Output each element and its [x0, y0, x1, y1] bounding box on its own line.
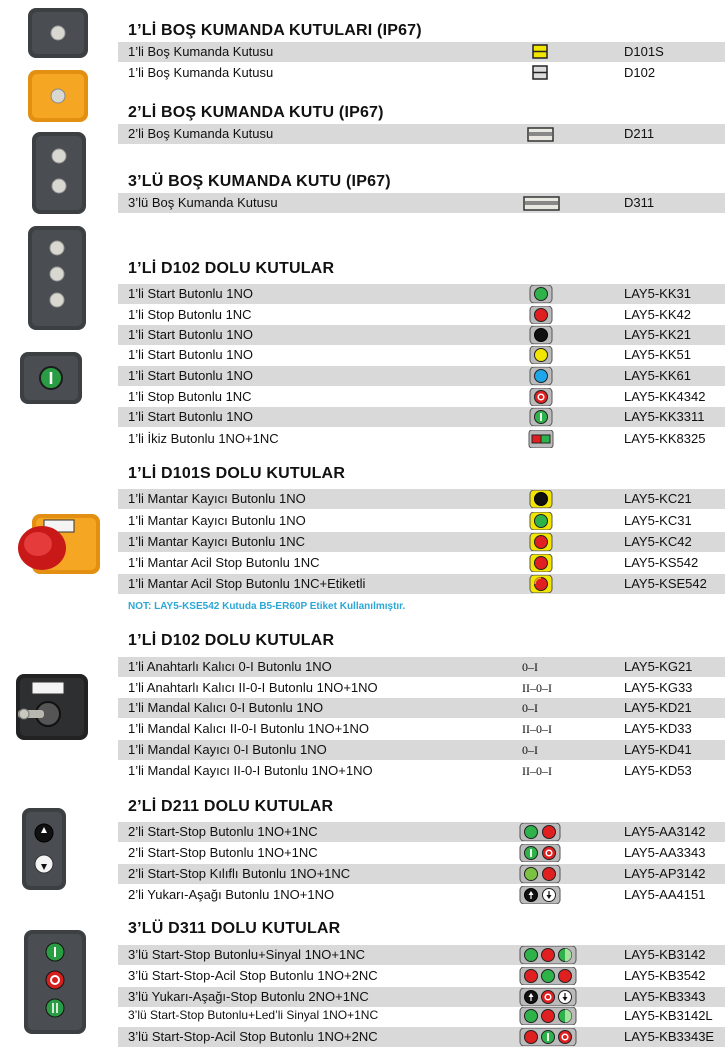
row-code: D311: [624, 195, 655, 210]
row-code: LAY5-KK4342: [624, 389, 706, 404]
black-mushroom-icon: [518, 490, 582, 508]
row-code: LAY5-KK8325: [624, 431, 706, 446]
row-code: LAY5-KB3142L: [624, 1008, 713, 1023]
row-description: 1’li Mantar Kayıcı Butonlu 1NO: [128, 491, 306, 506]
row-description: 2’li Boş Kumanda Kutusu: [128, 126, 274, 141]
green-button-icon: [518, 285, 582, 303]
row-code: LAY5-KB3542: [624, 968, 706, 983]
row-description: 1’li Mandal Kalıcı 0-I Butonlu 1NO: [128, 700, 324, 715]
empty-gray-box-photo: [26, 6, 90, 60]
row-description: 1’li Boş Kumanda Kutusu: [128, 65, 274, 80]
row-description: 1’li Anahtarlı Kalıcı 0-I Butonlu 1NO: [128, 659, 332, 674]
section-title-empty-triple: 3’LÜ BOŞ KUMANDA KUTU (IP67): [128, 173, 391, 190]
up-down-pair-icon: [518, 886, 582, 904]
table-row: [118, 429, 725, 449]
red-button-icon: [518, 306, 582, 324]
double-button-box-photo: [20, 806, 68, 892]
red-o-button-icon: [518, 388, 582, 406]
table-row: [118, 63, 725, 83]
row-code: LAY5-KSE542: [624, 576, 707, 591]
section-title-empty-double: 2’Lİ BOŞ KUMANDA KUTU (IP67): [128, 104, 384, 121]
row-code: LAY5-KD53: [624, 763, 692, 778]
table-row: [118, 1027, 725, 1047]
table-row: [118, 678, 725, 698]
section-title-d102-key: 1’Lİ D102 DOLU KUTULAR: [128, 632, 335, 649]
row-code: LAY5-KK21: [624, 327, 691, 342]
triple-updown-icon: [518, 988, 582, 1006]
yellow-box-icon: [518, 43, 582, 61]
row-description: 1’li Boş Kumanda Kutusu: [128, 44, 274, 59]
row-code: LAY5-KB3142: [624, 947, 706, 962]
section-title-d211-filled: 2’Lİ D211 DOLU KUTULAR: [128, 798, 334, 815]
blue-button-icon: [518, 367, 582, 385]
table-row: [118, 489, 725, 509]
row-description: 1’li İkiz Butonlu 1NO+1NC: [128, 431, 279, 446]
emergency-stop-icon: [518, 575, 582, 593]
key-switch-box-photo: [14, 672, 90, 742]
section-title-empty-single: 1’Lİ BOŞ KUMANDA KUTULARI (IP67): [128, 22, 422, 39]
table-row: [118, 657, 725, 677]
black-button-icon: [518, 326, 582, 344]
table-row: [118, 574, 725, 594]
switch-position-symbol: 0–I: [522, 743, 538, 757]
empty-yellow-box-photo: [26, 68, 90, 124]
row-code: LAY5-AA4151: [624, 887, 706, 902]
row-description: 1’li Start Butonlu 1NO: [128, 409, 254, 424]
row-code: LAY5-KG21: [624, 659, 693, 674]
yellow-button-icon: [518, 346, 582, 364]
row-description: 1’li Mandal Kayıcı 0-I Butonlu 1NO: [128, 742, 327, 757]
table-row: [118, 407, 725, 427]
row-code: LAY5-AA3343: [624, 845, 706, 860]
row-code: D102: [624, 65, 656, 80]
row-description: 3’lü Start-Stop-Acil Stop Butonlu 1NO+2NC: [128, 968, 378, 983]
section-title-d311-filled: 3’LÜ D311 DOLU KUTULAR: [128, 920, 341, 937]
switch-position-symbol: II–0–I: [522, 681, 552, 695]
row-code: LAY5-KB3343: [624, 989, 706, 1004]
row-description: 1’li Stop Butonlu 1NC: [128, 307, 252, 322]
row-description: 3’lü Start-Stop Butonlu+Led’li Sinyal 1NO+1NC: [128, 1008, 379, 1022]
row-description: 3’lü Start-Stop-Acil Stop Butonlu 1NO+2NC: [128, 1029, 378, 1044]
red-mushroom-icon: [518, 554, 582, 572]
row-code: LAY5-KC31: [624, 513, 692, 528]
triple-signal-icon: [518, 946, 582, 964]
row-code: LAY5-KD21: [624, 700, 692, 715]
row-description: 1’li Mantar Kayıcı Butonlu 1NO: [128, 513, 306, 528]
table-row: [118, 387, 725, 407]
row-code: LAY5-AP3142: [624, 866, 706, 881]
row-code: LAY5-KK42: [624, 307, 691, 322]
switch-position-symbol: 0–I: [522, 701, 538, 715]
row-description: 1’li Start Butonlu 1NO: [128, 347, 254, 362]
table-row: [118, 864, 725, 884]
table-row: [118, 822, 725, 842]
table-row: [118, 553, 725, 573]
row-description: 1’li Mantar Kayıcı Butonlu 1NC: [128, 534, 306, 549]
row-description: 1’li Stop Butonlu 1NC: [128, 389, 252, 404]
row-description: 2’li Start-Stop Butonlu 1NO+1NC: [128, 824, 318, 839]
table-row: [118, 966, 725, 986]
empty-double-box-photo: [30, 130, 88, 216]
green-mushroom-icon: [518, 512, 582, 530]
row-code: LAY5-KK31: [624, 286, 691, 301]
row-code: LAY5-KC42: [624, 534, 692, 549]
triple-emergency-io-icon: [518, 1028, 582, 1046]
row-code: LAY5-KK3311: [624, 409, 705, 424]
table-row: [118, 945, 725, 965]
row-description: 2’li Yukarı-Aşağı Butonlu 1NO+1NO: [128, 887, 335, 902]
green-i-button-icon: [518, 408, 582, 426]
row-code: LAY5-KC21: [624, 491, 692, 506]
gray-box-icon: [518, 194, 582, 212]
switch-position-symbol: II–0–I: [522, 764, 552, 778]
row-description: 2’li Start-Stop Kılıflı Butonlu 1NO+1NC: [128, 866, 351, 881]
row-code: D211: [624, 126, 655, 141]
table-row: [118, 885, 725, 905]
table-row: [118, 345, 725, 365]
table-row: [118, 511, 725, 531]
row-description: 1’li Mandal Kayıcı II-0-I Butonlu 1NO+1NO: [128, 763, 373, 778]
table-row: [118, 761, 725, 781]
red-mushroom-icon: [518, 533, 582, 551]
table-row: [118, 987, 725, 1007]
row-code: LAY5-KK51: [624, 347, 691, 362]
row-description: 2’li Start-Stop Butonlu 1NO+1NC: [128, 845, 318, 860]
table-row: [118, 740, 725, 760]
triple-emergency-icon: [518, 967, 582, 985]
green-red-pair-icon: [518, 823, 582, 841]
switch-position-symbol: II–0–I: [522, 722, 552, 736]
shrouded-pair-icon: [518, 865, 582, 883]
row-description: 1’li Mantar Acil Stop Butonlu 1NC+Etiketli: [128, 576, 366, 591]
emergency-stop-box-photo: [14, 512, 102, 576]
table-row: [118, 532, 725, 552]
row-description: 1’li Start Butonlu 1NO: [128, 286, 254, 301]
table-row: [118, 284, 725, 304]
section-note: NOT: LAY5-KSE542 Kutuda B5-ER60P Etiket Kullanılmıştır.: [128, 601, 406, 612]
switch-position-symbol: 0–I: [522, 660, 538, 674]
row-code: LAY5-AA3142: [624, 824, 706, 839]
table-row: [118, 1006, 725, 1026]
green-i-red-o-pair-icon: [518, 844, 582, 862]
table-row: [118, 325, 725, 345]
section-title-d102-filled: 1’Lİ D102 DOLU KUTULAR: [128, 260, 335, 277]
row-description: 1’li Start Butonlu 1NO: [128, 327, 254, 342]
table-row: [118, 366, 725, 386]
table-row: [118, 698, 725, 718]
gray-box-icon: [518, 64, 582, 82]
table-row: [118, 124, 725, 144]
section-title-d101s-filled: 1’Lİ D101S DOLU KUTULAR: [128, 465, 346, 482]
row-code: LAY5-KK61: [624, 368, 691, 383]
triple-led-icon: [518, 1007, 582, 1025]
row-code: D101S: [624, 44, 664, 59]
row-description: 3’lü Start-Stop Butonlu+Sinyal 1NO+1NC: [128, 947, 366, 962]
table-row: [118, 843, 725, 863]
row-description: 1’li Start Butonlu 1NO: [128, 368, 254, 383]
gray-box-icon: [518, 125, 582, 143]
row-code: LAY5-KB3343E: [624, 1029, 715, 1044]
row-code: LAY5-KD41: [624, 742, 692, 757]
row-description: 1’li Mantar Acil Stop Butonlu 1NC: [128, 555, 320, 570]
row-description: 1’li Anahtarlı Kalıcı II-0-I Butonlu 1NO+1NO: [128, 680, 378, 695]
table-row: [118, 719, 725, 739]
row-description: 3’lü Boş Kumanda Kutusu: [128, 195, 278, 210]
single-button-box-photo: [18, 350, 84, 406]
row-description: 3’lü Yukarı-Aşağı-Stop Butonlu 2NO+1NC: [128, 989, 369, 1004]
table-row: [118, 193, 725, 213]
twin-button-icon: [518, 430, 582, 448]
table-row: [118, 305, 725, 325]
table-row: [118, 42, 725, 62]
row-description: 1’li Mandal Kalıcı II-0-I Butonlu 1NO+1NO: [128, 721, 369, 736]
triple-button-box-photo: [22, 928, 88, 1036]
row-code: LAY5-KG33: [624, 680, 693, 695]
empty-triple-box-photo: [26, 224, 88, 332]
row-code: LAY5-KD33: [624, 721, 692, 736]
row-code: LAY5-KS542: [624, 555, 699, 570]
